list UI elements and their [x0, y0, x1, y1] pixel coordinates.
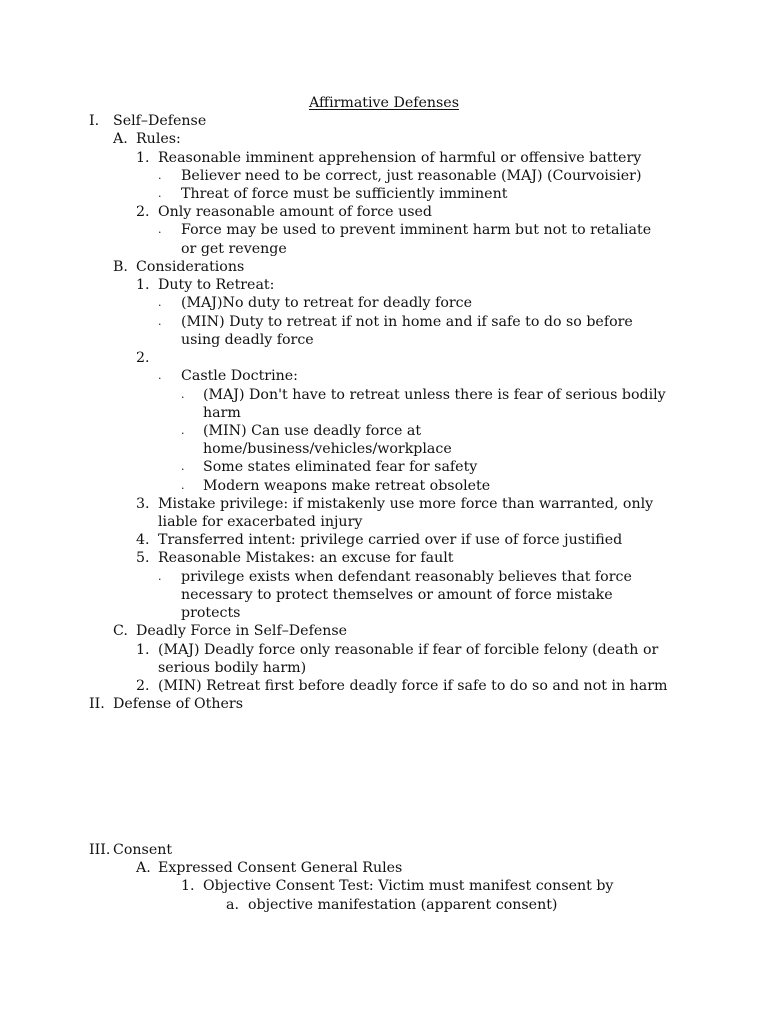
outline-item: (MIN) Retreat first before deadly force if safe to do so and not in harm: [158, 678, 668, 694]
bullet-text: Force may be used to prevent imminent harm but not to retaliate: [181, 222, 652, 238]
bullet: .: [158, 315, 162, 328]
item-number: 2.: [136, 678, 150, 694]
bullet-text-continued: using deadly force: [181, 332, 314, 348]
bullet: .: [158, 570, 162, 583]
letter-marker: A.: [113, 131, 128, 147]
item-number: 1.: [136, 277, 150, 293]
bullet: .: [158, 223, 162, 236]
item-number: 2.: [136, 204, 150, 220]
subsection-heading: Rules:: [136, 131, 181, 147]
item-number: 1.: [136, 150, 150, 166]
bullet-text: Threat of force must be sufficiently imminent: [181, 186, 508, 202]
item-number: 4.: [136, 532, 150, 548]
roman-numeral: II.: [89, 696, 105, 712]
outline-item: Reasonable imminent apprehension of harmful or offensive battery: [158, 150, 642, 166]
section-heading: Self–Defense: [113, 113, 207, 129]
sub-bullet-text-continued: harm: [203, 405, 241, 421]
section-heading: Defense of Others: [113, 696, 243, 712]
bullet: .: [158, 296, 162, 309]
outline-item-continued: liable for exacerbated injury: [158, 514, 363, 530]
outline-item: Reasonable Mistakes: an excuse for fault: [158, 550, 454, 566]
outline-item: Objective Consent Test: Victim must manifest consent by: [203, 878, 614, 894]
letter-marker: A.: [136, 860, 151, 876]
outline-item: Duty to Retreat:: [158, 277, 275, 293]
sub-bullet-text-continued: home/business/vehicles/workplace: [203, 441, 452, 457]
bullet-text: (MIN) Duty to retreat if not in home and if safe to do so before: [181, 314, 633, 330]
subsection-heading: Considerations: [136, 259, 245, 275]
sub-bullet: .: [181, 479, 185, 492]
item-number: 1.: [181, 878, 195, 894]
letter-marker: C.: [113, 623, 128, 639]
bullet-text: Castle Doctrine:: [181, 368, 298, 384]
bullet: .: [158, 369, 162, 382]
item-number: 5.: [136, 550, 150, 566]
bullet-text: (MAJ)No duty to retreat for deadly force: [181, 295, 473, 311]
bullet-text: Believer need to be correct, just reasonable (MAJ) (Courvoisier): [181, 168, 642, 184]
outline-item: (MAJ) Deadly force only reasonable if fear of forcible felony (death or: [158, 642, 659, 658]
bullet-text-continued: necessary to protect themselves or amount of force mistake: [181, 587, 613, 603]
sub-bullet-text: Modern weapons make retreat obsolete: [203, 478, 491, 494]
roman-numeral: I.: [89, 113, 100, 129]
letter-marker: a.: [226, 897, 239, 913]
letter-marker: B.: [113, 259, 128, 275]
subsection-heading: Deadly Force in Self–Defense: [136, 623, 348, 639]
document-title: Affirmative Defenses: [309, 95, 459, 111]
outline-item-continued: serious bodily harm): [158, 660, 307, 676]
outline-item: Only reasonable amount of force used: [158, 204, 432, 220]
section-heading: Consent: [113, 842, 173, 858]
bullet-text-continued: protects: [181, 605, 241, 621]
bullet: .: [158, 169, 162, 182]
item-number: 2.: [136, 350, 150, 366]
sub-bullet-text: (MIN) Can use deadly force at: [203, 423, 422, 439]
subsection-heading: Expressed Consent General Rules: [158, 860, 403, 876]
bullet-text: privilege exists when defendant reasonably believes that force: [181, 569, 632, 585]
item-number: 3.: [136, 496, 150, 512]
sub-bullet-text: Some states eliminated fear for safety: [203, 459, 478, 475]
outline-item: Transferred intent: privilege carried over if use of force justified: [158, 532, 623, 548]
bullet-text-continued: or get revenge: [181, 241, 287, 257]
item-number: 1.: [136, 642, 150, 658]
sub-bullet: .: [181, 388, 185, 401]
outline-item: objective manifestation (apparent consent): [248, 897, 558, 913]
sub-bullet: .: [181, 424, 185, 437]
sub-bullet: .: [181, 460, 185, 473]
sub-bullet-text: (MAJ) Don't have to retreat unless there is fear of serious bodily: [203, 387, 666, 403]
bullet: .: [158, 187, 162, 200]
roman-numeral: III.: [89, 842, 111, 858]
outline-item: Mistake privilege: if mistakenly use more force than warranted, only: [158, 496, 654, 512]
